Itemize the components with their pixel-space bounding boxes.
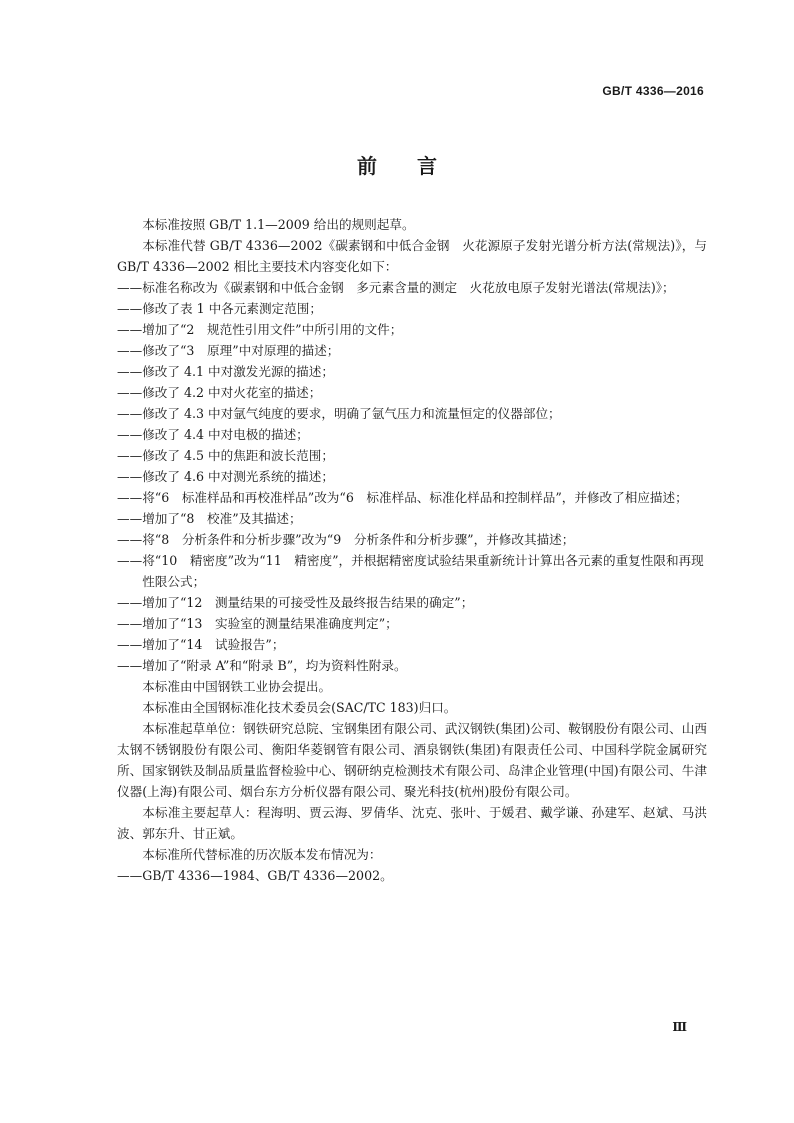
page-number: Ⅲ: [672, 1020, 687, 1034]
intro-paragraph: 本标准代替 GB/T 4336—2002《碳素钢和中低合金钢 火花源原子发射光谱分析方法(常规法)》，与 GB/T 4336—2002 相比主要技术内容变化如下：: [117, 238, 707, 274]
list-item: —— 增加了“附录 A”和“附录 B”，均为资料性附录。: [117, 658, 407, 673]
list-item: —— 将“10 精密度”改为“11 精密度”，并根据精密度试验结果重新统计计算出各元素的重复性限和再现性限公式；: [117, 553, 704, 589]
foreword-body: [117, 214, 707, 886]
list-item: —— 增加了“2 规范性引用文件”中所引用的文件；: [117, 322, 403, 337]
drafting-units-paragraph: 本标准起草单位：钢铁研究总院、宝钢集团有限公司、武汉钢铁(集团)公司、鞍钢股份有限公司、山西太钢不锈钢股份有限公司、衡阳华菱钢管有限公司、酒泉钢铁(集团)有限责任公司、中国科学院金属研究所、国家钢铁及制品质量监督检验中心、钢研纳克检测技术有限公司、岛津企业管理(中国)有限公司、牛津仪器(上海)有限公司、烟台东方分析仪器有限公司、聚光科技(杭州)股份有限公司。: [117, 721, 707, 799]
list-item: —— 增加了“13 实验室的测量结果准确度判定”；: [117, 616, 398, 631]
list-item: —— 增加了“12 测量结果的可接受性及最终报告结果的确定”；: [117, 595, 474, 610]
list-item: —— 修改了 4.4 中对电极的描述；: [117, 427, 309, 442]
intro-paragraph: 本标准按照 GB/T 1.1—2009 给出的规则起草。: [142, 217, 415, 232]
list-item: —— 将“8 分析条件和分析步骤”改为“9 分析条件和分析步骤”，并修改其描述；: [117, 532, 575, 547]
page-title: 前言: [357, 154, 477, 178]
list-item: —— 修改了 4.6 中对测光系统的描述；: [117, 469, 334, 484]
list-item: —— 增加了“8 校准”及其描述；: [117, 511, 302, 526]
list-item: —— 修改了表 1 中各元素测定范围；: [117, 301, 322, 316]
proposer-paragraph: 本标准由中国钢铁工业协会提出。: [142, 679, 332, 694]
list-item: —— 修改了 4.2 中对火花室的描述；: [117, 385, 322, 400]
list-item: —— 将“6 标准样品和再校准样品”改为“6 标准样品、标准化样品和控制样品”，并修改了相应描述；: [117, 490, 688, 505]
list-item: —— 修改了 4.1 中对激发光源的描述；: [117, 364, 334, 379]
drafters-paragraph: 本标准主要起草人：程海明、贾云海、罗倩华、沈克、张叶、于媛君、戴学谦、孙建军、赵斌、马洪波、郭东升、甘正斌。: [117, 805, 707, 841]
list-item: —— 修改了“3 原理”中对原理的描述；: [117, 343, 340, 358]
list-item: —— 修改了 4.3 中对氩气纯度的要求，明确了氩气压力和流量恒定的仪器部位；: [117, 406, 561, 421]
list-item: —— 标准名称改为《碳素钢和中低合金钢 多元素含量的测定 火花放电原子发射光谱法(常规法)》；: [117, 280, 675, 295]
list-item: —— 增加了“14 试验报告”；: [117, 637, 285, 652]
committee-paragraph: 本标准由全国钢标准化技术委员会(SAC/TC 183)归口。: [142, 700, 457, 715]
changes-list: [117, 277, 707, 676]
list-item: —— 修改了 4.5 中的焦距和波长范围；: [117, 448, 334, 463]
history-item: —— GB/T 4336—1984、GB/T 4336—2002。: [117, 868, 393, 883]
history-intro-paragraph: 本标准所代替标准的历次版本发布情况为：: [142, 847, 382, 862]
standard-code-header: GB/T 4336—2016: [602, 84, 704, 98]
